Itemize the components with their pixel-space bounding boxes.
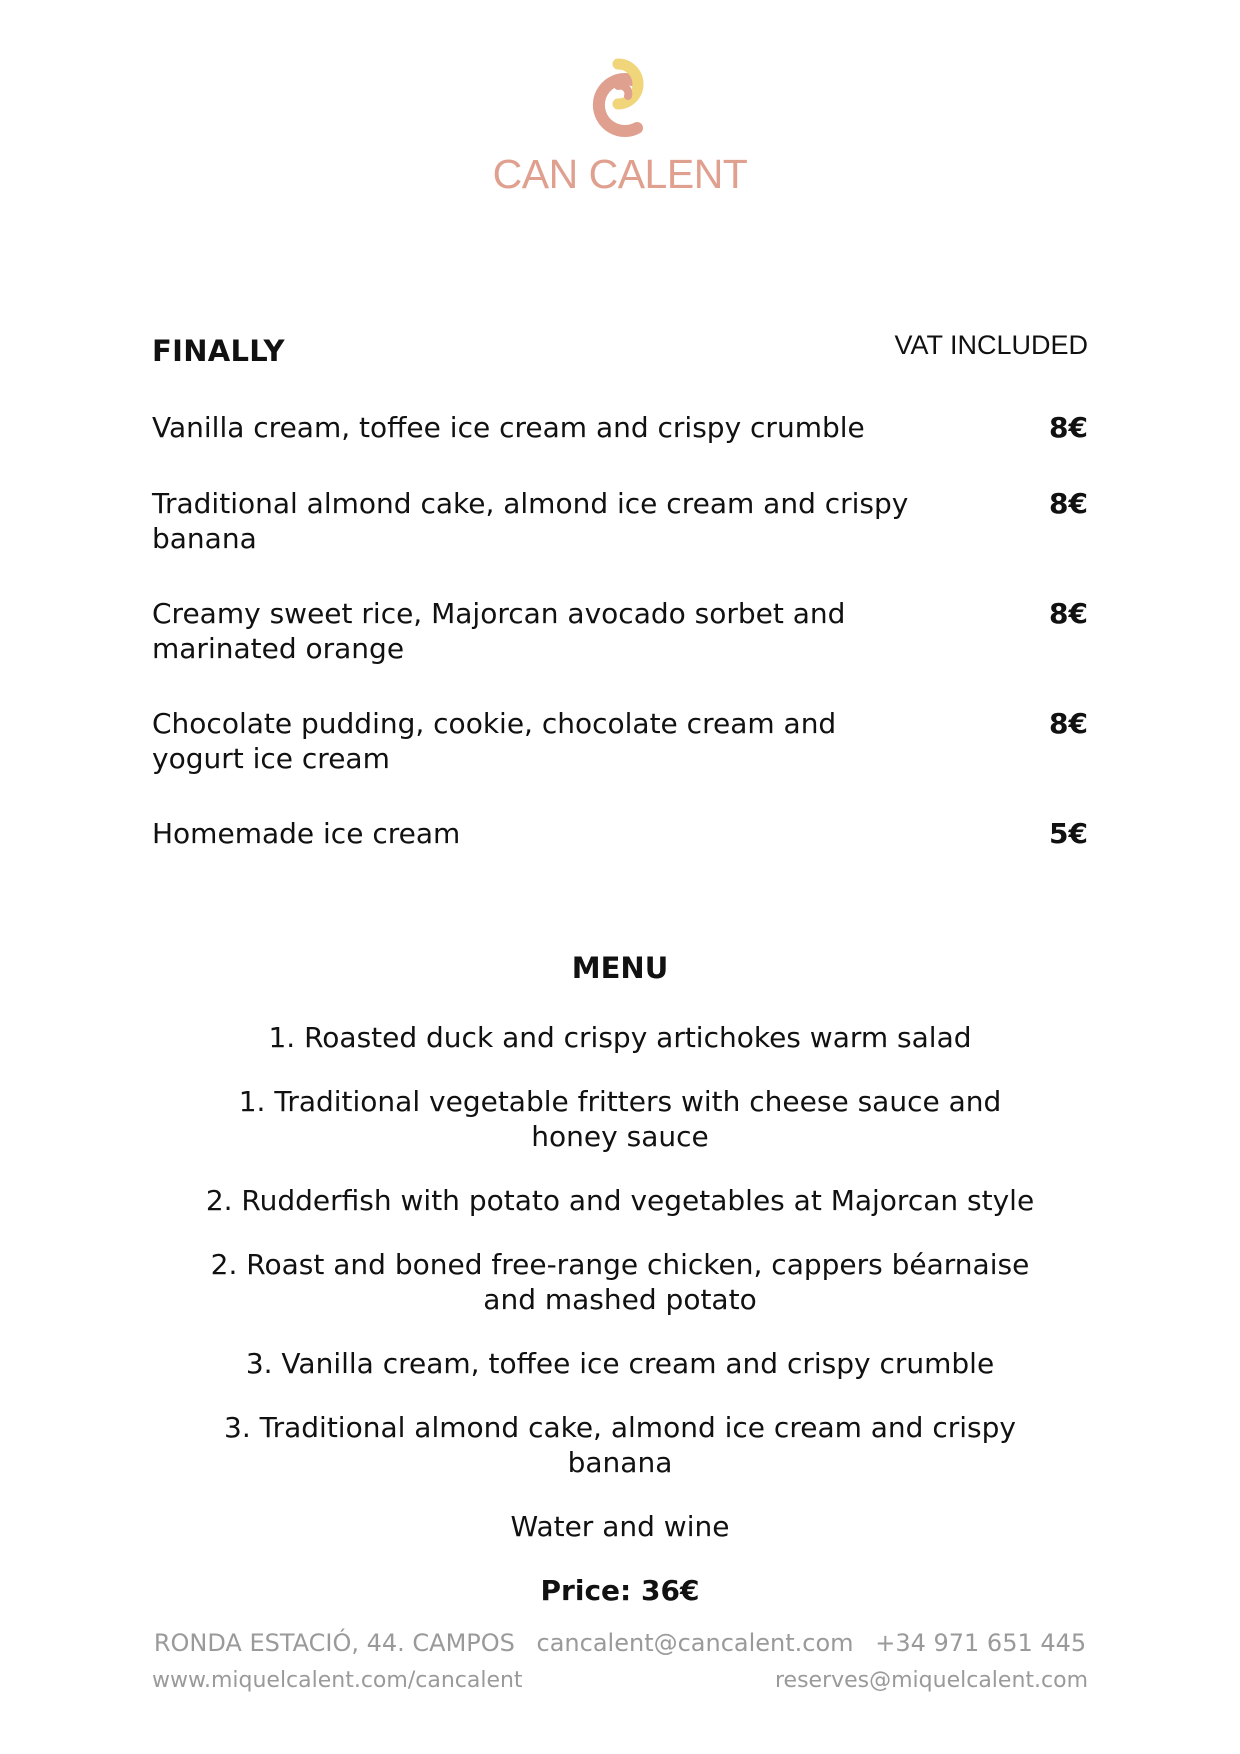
dish-item [152, 596, 1088, 666]
menu-title: MENU [571, 951, 669, 985]
dish-name: Homemade ice cream [152, 817, 461, 850]
section-header [152, 330, 1088, 370]
dish-item [152, 816, 1088, 852]
dish-name: Traditional almond cake, almond ice cream and crispy banana [152, 487, 909, 555]
vat-note: VAT INCLUDED [894, 330, 1088, 360]
footer-contact [0, 1629, 1240, 1657]
menu-item: 1. Traditional vegetable fritters with cheese sauce and honey sauce [238, 1085, 1002, 1153]
dish-price: 5€ [1049, 817, 1088, 850]
can-calent-logo-icon [580, 52, 660, 146]
dish-item [152, 706, 1088, 776]
set-menu [152, 950, 1088, 1608]
dessert-list [152, 410, 1088, 892]
footer-phone[interactable]: +34 971 651 445 [875, 1629, 1087, 1657]
footer-address: RONDA ESTACIÓ, 44. CAMPOS [153, 1629, 515, 1657]
dish-price: 8€ [1049, 487, 1088, 520]
footer-website-link[interactable]: www.miquelcalent.com/cancalent [152, 1668, 523, 1693]
dish-item [152, 410, 1088, 446]
menu-item: 1. Roasted duck and crispy artichokes warm salad [268, 1021, 972, 1054]
dish-price: 8€ [1049, 597, 1088, 630]
menu-items [152, 1020, 1088, 1544]
brand-name: CAN CALENT [492, 151, 748, 197]
footer-reservations-email[interactable]: reserves@miquelcalent.com [774, 1668, 1088, 1693]
menu-item: Water and wine [510, 1510, 730, 1543]
dish-name: Chocolate pudding, cookie, chocolate cream and yogurt ice cream [152, 707, 837, 775]
menu-price: Price: 36€ [540, 1574, 700, 1607]
section-title: FINALLY [152, 334, 285, 368]
dish-name: Creamy sweet rice, Majorcan avocado sorbet and marinated orange [152, 597, 846, 665]
menu-item: 3. Vanilla cream, toffee ice cream and crispy crumble [245, 1347, 995, 1380]
dish-price: 8€ [1049, 411, 1088, 444]
dish-item [152, 486, 1088, 556]
brand-logo [0, 52, 1240, 196]
footer-email[interactable]: cancalent@cancalent.com [536, 1629, 854, 1657]
dish-price: 8€ [1049, 707, 1088, 740]
dish-name: Vanilla cream, toffee ice cream and crispy crumble [152, 411, 865, 444]
menu-item: 3. Traditional almond cake, almond ice cream and crispy banana [224, 1411, 1016, 1479]
menu-item: 2. Rudderfish with potato and vegetables at Majorcan style [205, 1184, 1035, 1217]
menu-item: 2. Roast and boned free-range chicken, cappers béarnaise and mashed potato [210, 1248, 1030, 1316]
